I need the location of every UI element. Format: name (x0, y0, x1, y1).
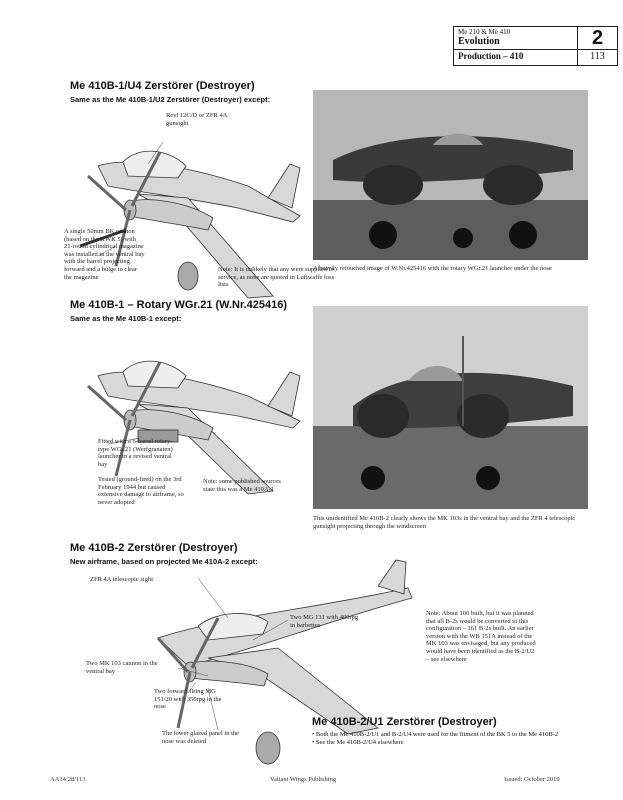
note-service-b1u4: Note: It is unlikely that any were supplied to service, as none are quoted in Luftwaffe loss lists (218, 266, 335, 289)
section3-title: Me 410B-2 Zerstörer (Destroyer) (70, 542, 238, 554)
page-number: 113 (578, 50, 618, 66)
photo-w-nr-425416 (313, 90, 588, 260)
section2-title: Me 410B-1 – Rotary WGr.21 (W.Nr.425416) (70, 299, 288, 311)
note-mg131-barbettes: Two MG 131 with 400rpg in barbettes (290, 614, 359, 629)
section4-title: Me 410B-2/U1 Zerstörer (Destroyer) (312, 716, 497, 728)
footer-center: Valiant Wings Publishing (270, 776, 337, 783)
series-line: Me 210 & Me 410 (458, 28, 511, 36)
note-zfr4a-sight: ZFR 4A telescopic sight (90, 576, 154, 583)
aircraft-drawing-wgr21 (68, 326, 308, 496)
page (50, 27, 605, 783)
note-wgr21-launcher: Fitted with a 6-barrel rotary-type WGr.21 (Werfgranaten) launcher in a revised ventral bay (98, 438, 173, 468)
note-published-sources: Note: some published sources state this was a Me 410A-1 (203, 478, 281, 493)
section1-title: Me 410B-1/U4 Zerstörer (Destroyer) (70, 80, 255, 92)
bullet-item: • Both the Me 410B-2/U1 and B-2/U4 were used for the fitment of the BK 5 to the Me 410B-2 (312, 731, 584, 739)
section4-bullets (312, 731, 584, 746)
note-mk103-cannon: Two MK 103 cannon in the ventral bay (86, 660, 158, 675)
footer-right: Issued: October 2019 (504, 776, 560, 783)
photo2-caption: This unidentified Me 410B-2 clearly shows the MK 103s in the ventral bay and the ZFR 4 telescopic gunsight projecting through the windscreen (313, 515, 576, 530)
note-mg151-nose: Two forward firing MG 151/20 with 350rpg in the nose (154, 688, 222, 711)
note-about-100-built: Note: About 100 built, but it was planned that all B-2s would be converted to this configuration – 161 B-2s built. An earlier version with the WB 151A instead of the MK 103 was envisaged, but any produced would have been identified as the B-2/U2 – see elsewhere (426, 610, 536, 663)
photo1-caption: A heavily retouched image of W.Nr.425416 with the rotary WGr.21 launcher under the nose (313, 265, 552, 272)
note-ground-fired: Tested (ground-fired) on the 3rd February 1944 but caused extensive damage to airframe, so never adopted (98, 476, 184, 506)
header-title-cell (453, 26, 578, 50)
note-bk5-cannon: A single 50mm BK cannon (based on the KWK 5) with 21-round cylindrical magazine was installed in the ventral bay with the barrel projecting forward and a bulge to clear the magazine (64, 228, 145, 281)
subsection-title: Production – 410 (453, 50, 578, 66)
section1-subtitle: Same as the Me 410B-1/U2 Zerstörer (Destroyer) except: (70, 95, 271, 104)
chapter-number: 2 (578, 26, 618, 50)
section2-subtitle: Same as the Me 410B-1 except: (70, 314, 182, 323)
bullet-item: • See the Me 410B-2/U4 elsewhere (312, 739, 584, 747)
note-glazed-panel: The lower glazed panel in the nose was deleted (162, 730, 240, 745)
chapter-header (453, 26, 623, 68)
note-gunsight-b1u4: Revi 12C/D or ZFR 4A gunsight (166, 112, 228, 127)
section-title: Evolution (458, 36, 500, 47)
section3-subtitle: New airframe, based on projected Me 410A-2 except: (70, 557, 258, 566)
footer-left: AA14/28/113 (50, 776, 86, 783)
photo-me410b2-ventral (313, 306, 588, 509)
